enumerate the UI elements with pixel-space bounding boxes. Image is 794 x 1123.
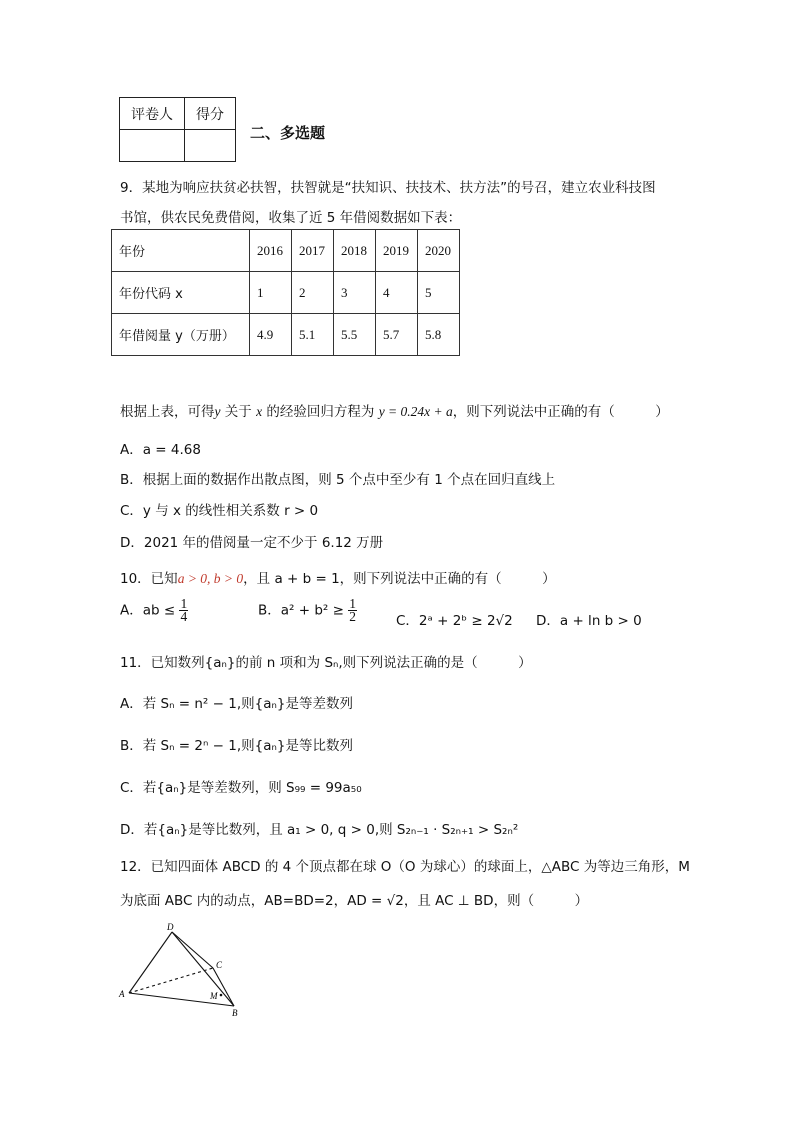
label-a: A (119, 989, 125, 999)
score-label: 得分 (185, 98, 236, 130)
table-cell: 5 (418, 272, 460, 314)
fraction (348, 598, 357, 623)
q11-stem: 11．已知数列{aₙ}的前 n 项和为 Sₙ,则下列说法正确的是（ ） (120, 655, 532, 671)
q10-option-b-text: B．a² + b² ≥ (258, 602, 344, 619)
q9-option-d: D．2021 年的借阅量一定不少于 6.12 万册 (120, 535, 384, 551)
q10-option-c: C．2ᵃ + 2ᵇ ≥ 2√2 (396, 613, 513, 629)
fraction (179, 598, 188, 623)
q10-stem-text: ，且 a + b = 1，则下列说法中正确的有（ ） (243, 571, 556, 587)
q9-option-c: C．y 与 x 的线性相关系数 r > 0 (120, 503, 319, 519)
edge-db (172, 932, 234, 1006)
denominator: 2 (349, 609, 356, 624)
q9-lead-text: ，则下列说法中正确的有（ ） (452, 404, 669, 420)
table-cell: 5.7 (376, 314, 418, 356)
table-cell: 4.9 (250, 314, 292, 356)
table-cell: 1 (250, 272, 292, 314)
row-label: 年借阅量 y（万册） (112, 314, 250, 356)
table-cell: 2020 (418, 230, 460, 272)
q10-stem-text: 10．已知 (120, 571, 178, 587)
q11-option-a: A．若 Sₙ = n² − 1,则{aₙ}是等差数列 (120, 696, 353, 712)
table-row (112, 230, 460, 272)
tetrahedron-figure (112, 920, 252, 1020)
q10-option-d: D．a + ln b > 0 (536, 613, 642, 629)
table-cell: 5.5 (334, 314, 376, 356)
q11-option-d: D．若{aₙ}是等比数列，且 a₁ > 0, q > 0,则 S₂ₙ₋₁ · S₂ₙ₊₁ > S₂ₙ² (120, 822, 519, 838)
numerator: 1 (180, 596, 188, 611)
row-label: 年份 (112, 230, 250, 272)
score-cell (185, 130, 236, 162)
table-row (112, 272, 460, 314)
q9-lead-text: 关于 (220, 404, 257, 420)
table-cell: 4 (376, 272, 418, 314)
var-x: x (256, 404, 263, 419)
q9-option-b: B．根据上面的数据作出散点图，则 5 个点中至少有 1 个点在回归直线上 (120, 472, 556, 488)
table-cell: 2 (292, 272, 334, 314)
q9-stem-line2: 书馆，供农民免费借阅，收集了近 5 年借阅数据如下表： (120, 210, 462, 226)
table-cell: 3 (334, 272, 376, 314)
label-m: M (210, 991, 218, 1001)
q11-option-b: B．若 Sₙ = 2ⁿ − 1,则{aₙ}是等比数列 (120, 738, 353, 754)
numerator: 1 (349, 596, 356, 611)
label-b: B (232, 1008, 238, 1018)
section-title: 二、多选题 (250, 124, 326, 142)
table-cell: 5.8 (418, 314, 460, 356)
q10-option-b (258, 598, 357, 623)
table-cell: 2017 (292, 230, 334, 272)
edge-ad (129, 932, 172, 993)
q9-lead-text: 根据上表，可得 (120, 404, 215, 420)
var-y: y (214, 404, 221, 419)
edge-ac-hidden (129, 968, 213, 993)
table-cell: 2016 (250, 230, 292, 272)
point-m (220, 994, 223, 997)
q9-lead (120, 400, 669, 420)
table-cell: 5.1 (292, 314, 334, 356)
q10-option-a-text: A．ab ≤ (120, 602, 176, 619)
table-cell: 2019 (376, 230, 418, 272)
label-d: D (167, 922, 174, 932)
edge-ab (129, 993, 234, 1006)
q9-stem-line1: 9．某地为响应扶贫必扶智，扶智就是“扶知识、扶技术、扶方法”的号召，建立农业科技图 (120, 180, 656, 196)
q9-lead-text: 的经验回归方程为 (262, 404, 379, 420)
table-row (112, 314, 460, 356)
grader-label: 评卷人 (120, 98, 185, 130)
table-cell: 2018 (334, 230, 376, 272)
label-c: C (216, 960, 223, 970)
regression-equation: y = 0.24x + a (378, 404, 453, 419)
grader-cell (120, 130, 185, 162)
grader-box (119, 97, 236, 162)
q12-stem-line1: 12．已知四面体 ABCD 的 4 个顶点都在球 O（O 为球心）的球面上，△ABC 为等边三角形，M (120, 859, 690, 875)
q12-stem-line2: 为底面 ABC 内的动点，AB=BD=2，AD = √2，且 AC ⊥ BD，则（ ） (120, 893, 589, 909)
q10-stem (120, 567, 556, 587)
q10-condition: a > 0, b > 0 (177, 571, 244, 586)
edge-dc (172, 932, 213, 968)
row-label: 年份代码 x (112, 272, 250, 314)
q9-option-a: A．a = 4.68 (120, 442, 201, 458)
q10-option-a (120, 598, 188, 623)
q11-option-c: C．若{aₙ}是等差数列，则 S₉₉ = 99a₅₀ (120, 780, 362, 796)
q9-data-table (111, 229, 460, 356)
denominator: 4 (180, 609, 188, 624)
